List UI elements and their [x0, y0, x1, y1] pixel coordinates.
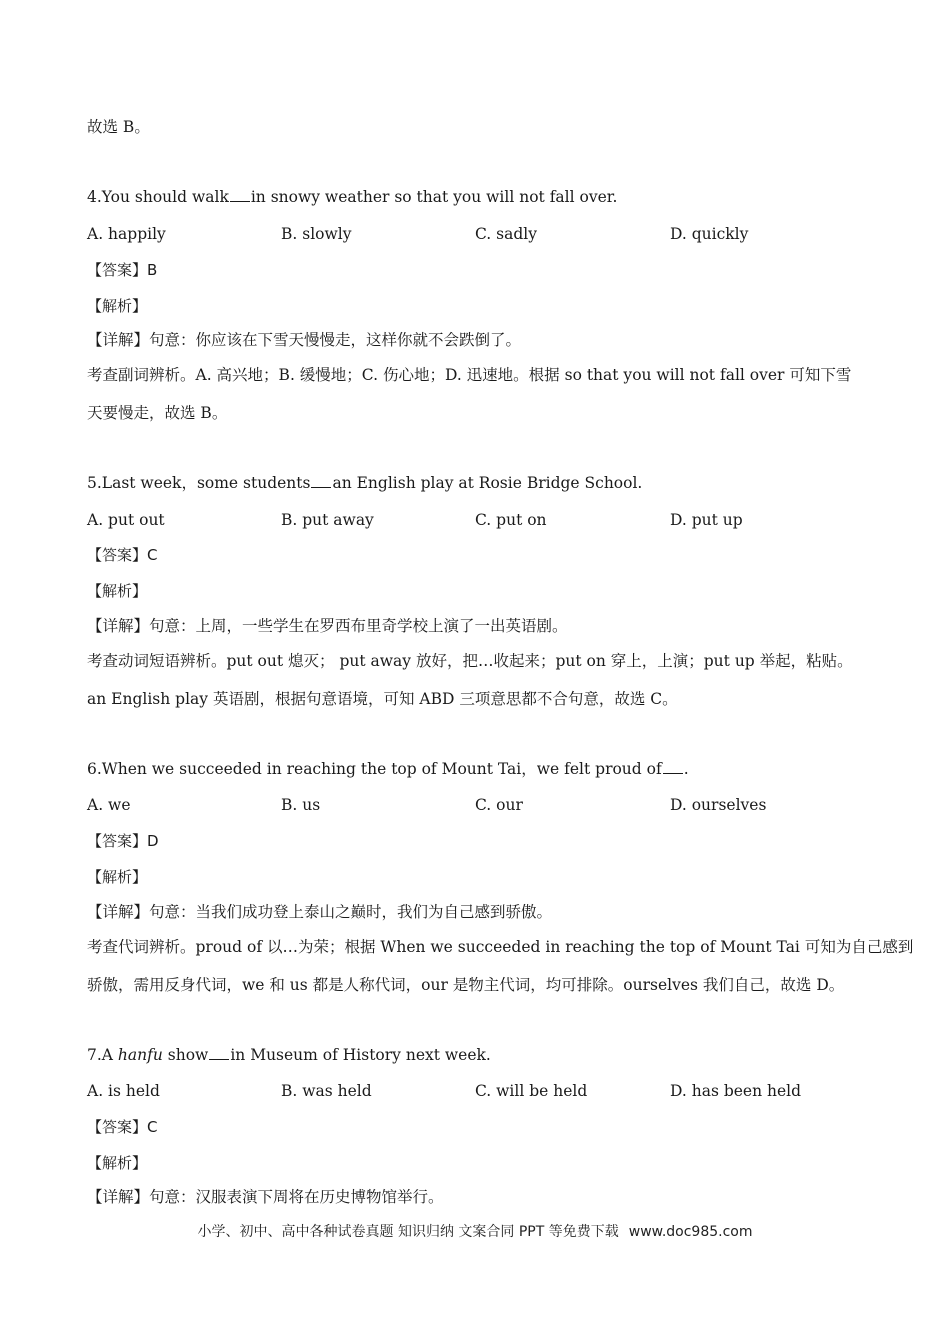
- q6-blank: [663, 759, 683, 774]
- q7-option-c: C. will be held: [475, 1082, 588, 1100]
- q4-answer: 【答案】B: [87, 261, 158, 279]
- q7-option-a: A. is held: [87, 1082, 160, 1100]
- q7-detail: 【详解】句意：汉服表演下周将在历史博物馆举行。: [87, 1188, 444, 1206]
- q7-answer: 【答案】C: [87, 1118, 158, 1136]
- q4-stem-after: in snowy weather so that you will not fall over.: [250, 188, 618, 206]
- question-6-stem: [87, 759, 689, 779]
- q4-option-b: B. slowly: [281, 225, 352, 243]
- q5-option-d: D. put up: [670, 511, 743, 529]
- q5-explain-2: an English play 英语剧，根据句意语境，可知 ABD 三项意思都不合句意，故选 C。: [87, 690, 678, 708]
- q6-detail: 【详解】句意：当我们成功登上泰山之巅时，我们为自己感到骄傲。: [87, 903, 553, 921]
- q6-analysis-label: 【解析】: [87, 868, 148, 886]
- q6-option-a: A. we: [87, 796, 131, 814]
- q5-stem-after: an English play at Rosie Bridge School.: [332, 474, 643, 492]
- q4-option-c: C. sadly: [475, 225, 537, 243]
- q7-analysis-label: 【解析】: [87, 1154, 148, 1172]
- q5-option-c: C. put on: [475, 511, 547, 529]
- footer-url[interactable]: www.doc985.com: [628, 1224, 753, 1240]
- q7-option-d: D. has been held: [670, 1082, 802, 1100]
- q5-answer: 【答案】C: [87, 546, 158, 564]
- intro-line: 故选 B。: [87, 118, 150, 136]
- q4-analysis-label: 【解析】: [87, 297, 148, 315]
- q7-stem-mid: show: [162, 1046, 209, 1064]
- q4-option-a: A. happily: [87, 225, 166, 243]
- q6-stem-after: .: [683, 760, 689, 778]
- q6-option-b: B. us: [281, 796, 321, 814]
- question-4-stem: [87, 187, 617, 207]
- q5-option-b: B. put away: [281, 511, 374, 529]
- q5-explain-1: 考查动词短语辨析。put out 熄灭； put away 放好，把…收起来；put on 穿上，上演；put up 举起，粘贴。: [87, 652, 853, 670]
- q4-stem-before: 4.You should walk: [87, 188, 229, 206]
- q5-stem-before: 5.Last week，some students: [87, 474, 311, 492]
- q7-blank: [209, 1045, 229, 1060]
- footer-text: 小学、初中、高中各种试卷真题 知识归纳 文案合同 PPT 等免费下载: [197, 1224, 619, 1240]
- q4-explain-2: 天要慢走，故选 B。: [87, 404, 228, 422]
- question-5-stem: [87, 473, 642, 493]
- q4-explain-1: 考查副词辨析。A. 高兴地；B. 缓慢地；C. 伤心地；D. 迅速地。根据 so that you will not fall over 可知下雪: [87, 366, 852, 384]
- q6-option-d: D. ourselves: [670, 796, 767, 814]
- q5-analysis-label: 【解析】: [87, 582, 148, 600]
- q4-detail: 【详解】句意：你应该在下雪天慢慢走，这样你就不会跌倒了。: [87, 331, 522, 349]
- q6-option-c: C. our: [475, 796, 523, 814]
- question-7-stem: [87, 1045, 491, 1065]
- q6-stem-before: 6.When we succeeded in reaching the top of Mount Tai，we felt proud of: [87, 760, 662, 778]
- q6-answer: 【答案】D: [87, 832, 159, 850]
- q4-blank: [230, 187, 250, 202]
- page-footer: [0, 1221, 950, 1241]
- q5-option-a: A. put out: [87, 511, 165, 529]
- q7-stem-italic: hanfu: [117, 1046, 163, 1064]
- q5-blank: [311, 473, 331, 488]
- q7-stem-after: in Museum of History next week.: [230, 1046, 491, 1064]
- q6-explain-1: 考查代词辨析。proud of 以…为荣；根据 When we succeeded in reaching the top of Mount Tai 可知为自己感到: [87, 938, 914, 956]
- q4-option-d: D. quickly: [670, 225, 749, 243]
- q7-stem-before: 7.A: [87, 1046, 118, 1064]
- q7-option-b: B. was held: [281, 1082, 372, 1100]
- q6-explain-2: 骄傲，需用反身代词，we 和 us 都是人称代词，our 是物主代词，均可排除。ourselves 我们自己，故选 D。: [87, 976, 845, 994]
- q5-detail: 【详解】句意：上周，一些学生在罗西布里奇学校上演了一出英语剧。: [87, 617, 568, 635]
